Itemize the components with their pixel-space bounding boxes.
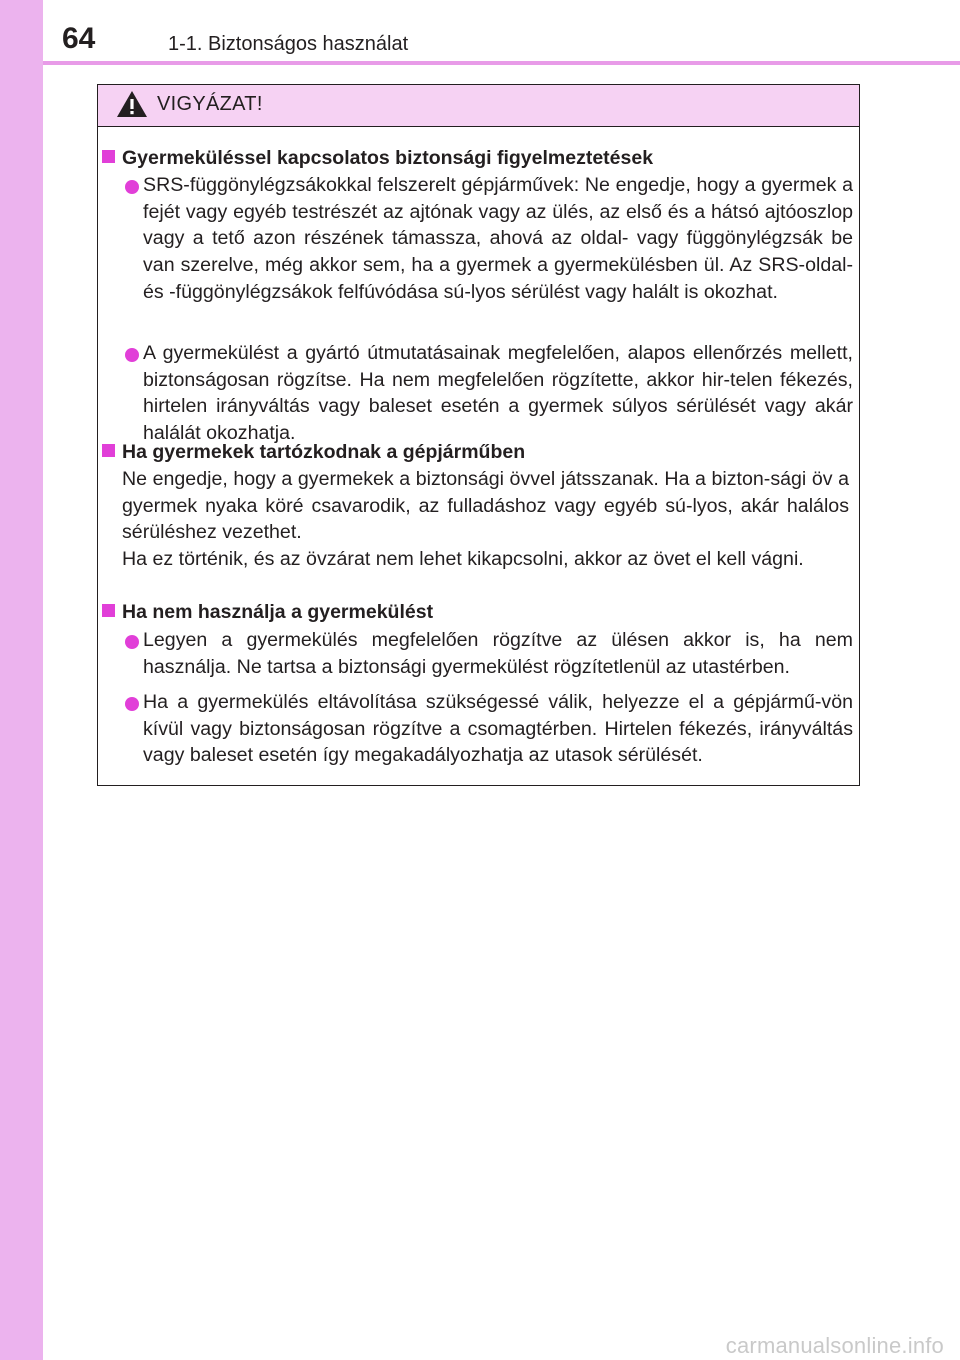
bullet-text: Ha a gyermekülés eltávolítása szükségessé válik, helyezze el a gépjármű-vön kívül vagy biztonságosan rögzítve a csomagtérben. Hirtelen fékezés, irányváltás vagy baleset esetén így megakadályozhatja az utasok sérülését.: [143, 691, 853, 767]
body-paragraph: Ha ez történik, és az övzárat nem lehet kikapcsolni, akkor az övet el kell vágni.: [122, 548, 804, 570]
section-heading: Gyermeküléssel kapcsolatos biztonsági figyelmeztetések: [102, 145, 653, 171]
section-heading: Ha nem használja a gyermekülést: [102, 599, 433, 625]
round-bullet-icon: [125, 635, 139, 649]
warning-header: [98, 85, 859, 127]
warning-box: [97, 84, 860, 786]
round-bullet-icon: [125, 348, 139, 362]
square-bullet-icon: [102, 150, 115, 163]
header-rule: [43, 61, 960, 65]
watermark: carmanualsonline.info: [725, 1333, 944, 1358]
square-bullet-icon: [102, 444, 115, 457]
round-bullet-icon: [125, 697, 139, 711]
section-title: 1-1. Biztonságos használat: [168, 33, 409, 55]
warning-title: VIGYÁZAT!: [157, 93, 263, 115]
warning-triangle-icon: [116, 90, 148, 118]
section-heading: Ha gyermekek tartózkodnak a gépjárműben: [102, 439, 525, 465]
side-tab-bar: [0, 0, 43, 1360]
round-bullet-icon: [125, 180, 139, 194]
bullet-text: A gyermekülést a gyártó útmutatásainak megfelelően, alapos ellenőrzés mellett, biztonságosan rögzítse. Ha nem megfelelően rögzítette, akkor hir-telen fékezés, hirtelen irányváltás vagy baleset esetén a gyermek súlyos sérülését vagy akár halálát okozhatja.: [143, 342, 853, 445]
bullet-text: SRS-függönylégzsákokkal felszerelt gépjárművek: Ne engedje, hogy a gyermek a fejét vagy egyéb testrészét az ajtónak vagy az ülés, az első és a hátsó ajtóoszlop vagy a tető azon részének támassza, ahová az oldal- vagy függönylégzsák be van szerelve, még akkor sem, ha a gyermek a gyermekülésben ül. Az SRS-oldal- és -függönylégzsákok felfúvódása sú-lyos sérülést vagy halált is okozhat.: [143, 174, 853, 303]
body-paragraph: Ne engedje, hogy a gyermekek a biztonsági övvel játsszanak. Ha a bizton-sági öv a gyermek nyaka köré csavarodik, az fulladáshoz vagy egyéb sú-lyos, akár halálos sérüléshez vezethet.: [122, 468, 849, 544]
square-bullet-icon: [102, 604, 115, 617]
page-number: 64: [62, 22, 96, 55]
bullet-text: Legyen a gyermekülés megfelelően rögzítve az ülésen akkor is, ha nem használja. Ne tartsa a biztonsági gyermekülést rögzítetlenül az utastérben.: [143, 629, 853, 678]
